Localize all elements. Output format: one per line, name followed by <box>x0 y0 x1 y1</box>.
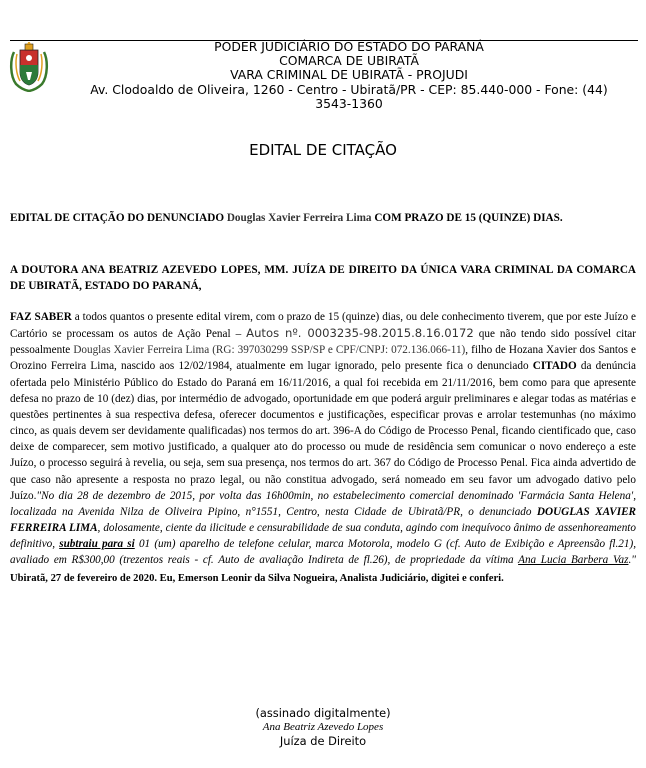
faz-saber: FAZ SABER <box>10 311 72 323</box>
body-text-2: que não tendo sido possível citar pessoalmente <box>10 328 636 357</box>
header-address: Av. Clodoaldo de Oliveira, 1260 - Centro - Ubiratã/PR - CEP: 85.440-000 - Fone: (44) <box>90 81 608 97</box>
page-title: EDITAL DE CITAÇÃO <box>249 141 397 159</box>
victim-name: Ana Lucia Barbera Vaz <box>518 554 629 567</box>
closing-statement: Ubiratã, 27 de fevereiro de 2020. Eu, Emerson Leonir da Silva Nogueira, Analista Judiciário, digitei e conferi. <box>10 572 504 584</box>
accusation-text-1: "No dia 28 de dezembro de 2015, por volta das 16h00min, no estabelecimento comercial denominado 'Farmácia Santa Helena', localizada na Avenida Nilza de Oliveira Pipino, n°1551, Centro, nesta Cidade de Ubiratã/PR, o denunciado <box>10 489 636 518</box>
body-text-3: , filho de Hozana Xavier dos Santos e Orozino Ferreira Lima, nascido aos 12/02/1984, atualmente em lugar ignorado, pelo presente fica o denunciado <box>10 344 636 373</box>
header-line-3: VARA CRIMINAL DE UBIRATÃ - PROJUDI <box>230 67 468 83</box>
accusation-subtraiu: subtraiu para si <box>59 538 135 551</box>
accusation-text-3: 01 (um) aparelho de telefone celular, marca Motorola, modelo G (cf. Auto de Exibição e Apreensão fl.21), avaliado em R$300,00 (trezentos reais - cf. Auto de avaliação Indireta de fl.26), de propriedade da vítima <box>10 538 636 567</box>
body-text-4: da denúncia ofertada pelo Ministério Público do Estado do Paraná em 16/11/2016, a qual foi recebida em 21/11/2016, bem como para que apresente defesa no prazo de 10 (dez) dias, por intermédio de advogado, oportunidade em que poderá arguir preliminares e alegar todas as matérias e questões pertinentes à sua respectiva defesa, oferecer documentos e justificações, especificar provas e arrolar testemunhas (no máximo cinco, as quais devem ser devidamente qualificadas) nos termos do art. 396-A do Código de Processo Penal, ficando cientificado que, caso deixe de comparecer, sem motivo justificado, a qualquer ato do processo ou mude de residência sem comunicar o novo endereço a este Juízo, o processo seguirá à revelia, ou seja, sem sua presença, nos termos do art. 367 do Código de Processo Penal. Fica ainda advertido de que caso não apresente a resposta no prazo legal, ou não constitua advogado, será nomeado em seu favor um advogado dativo pelo Juízo. <box>10 360 636 502</box>
citado-word: CITADO <box>532 360 577 373</box>
court-header <box>60 40 638 111</box>
edital-body <box>10 309 636 587</box>
signer-name: Ana Beatriz Azevedo Lopes <box>262 721 384 733</box>
edital-heading <box>10 210 636 226</box>
accusation-text-2: , dolosamente, ciente da ilicitude e censurabilidade de sua conduta, agindo com inequívoco ânimo de assenhoreamento definitivo, <box>10 522 636 551</box>
body-text-1: a todos quantos o presente edital virem, com o prazo de 15 (quinze) dias, ou dele conhecimento tiverem, que por este Juízo e Cartório se processam os autos de Ação Penal – <box>10 311 636 341</box>
heading-suffix: COM PRAZO DE 15 (QUINZE) DIAS. <box>371 212 563 224</box>
signature-note: (assinado digitalmente) <box>255 706 391 720</box>
header-phone: 3543-1360 <box>315 95 383 111</box>
parana-coat-of-arms-icon <box>8 42 50 92</box>
judge-paragraph: A DOUTORA ANA BEATRIZ AZEVEDO LOPES, MM. JUÍZA DE DIREITO DA ÚNICA VARA CRIMINAL DA COMARCA DE UBIRATÃ, ESTADO DO PARANÁ, <box>10 264 636 292</box>
accusation-defendant: DOUGLAS XAVIER FERREIRA LIMA <box>10 505 637 535</box>
defendant-name: Douglas Xavier Ferreira Lima <box>226 212 372 224</box>
accusation-text-4: ." <box>628 554 636 567</box>
heading-prefix: EDITAL DE CITAÇÃO DO DENUNCIADO <box>10 212 227 224</box>
defendant-identification: Douglas Xavier Ferreira Lima (RG: 397030299 SSP/SP e CPF/CNPJ: 072.136.066-11) <box>73 344 466 357</box>
signature-block <box>0 706 646 748</box>
signer-title: Juíza de Direito <box>279 734 367 748</box>
case-number: Autos nº. 0003235-98.2015.8.16.0172 <box>246 326 474 341</box>
header-line-2: COMARCA DE UBIRATÃ <box>279 53 419 69</box>
accusation-quote <box>10 490 636 567</box>
header-line-1: PODER JUDICIÁRIO DO ESTADO DO PARANÁ <box>214 39 484 54</box>
